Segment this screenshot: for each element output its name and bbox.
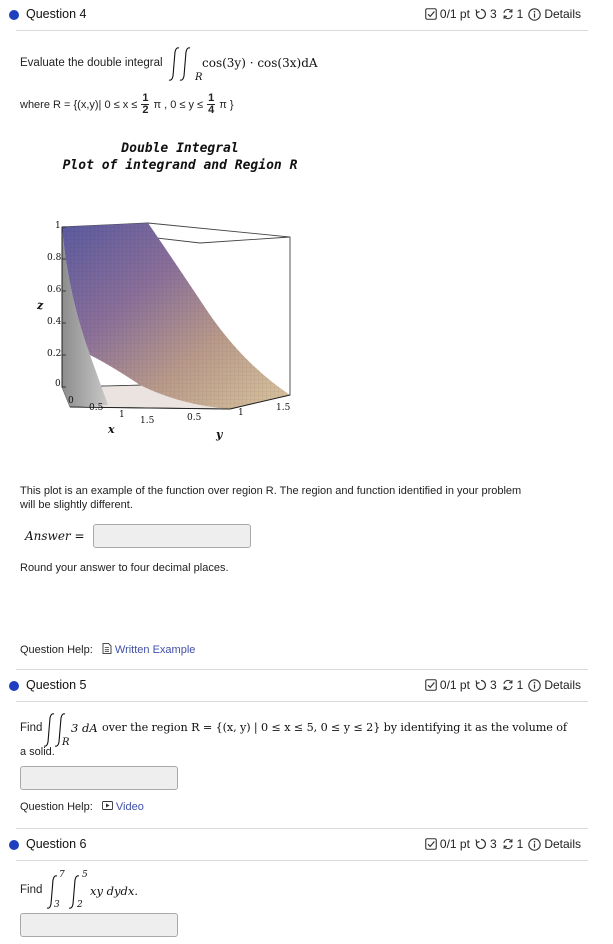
resubmit-indicator: 1 (502, 837, 524, 851)
attempts-indicator: 3 (475, 837, 497, 851)
retry-icon (475, 8, 487, 20)
question-6-header (0, 830, 588, 860)
z-tick: 0.8 (47, 253, 62, 263)
question-meta (420, 678, 581, 692)
question-4-header (0, 0, 588, 30)
inner-lower-limit: 2 (77, 900, 83, 910)
score-indicator: 0/1 pt (425, 678, 470, 692)
q5-integrand: 3 dA (71, 721, 98, 735)
play-video-icon (102, 801, 113, 813)
answer-input[interactable] (93, 524, 251, 548)
info-icon (528, 8, 541, 21)
details-button[interactable]: Details (528, 678, 581, 692)
y-tick: 0.5 (187, 413, 202, 423)
q5-answer-input[interactable] (20, 766, 178, 790)
info-icon (528, 838, 541, 851)
fraction-half: $\frac{1}{2}$ (142, 92, 149, 116)
question-meta (420, 837, 581, 851)
round-note: Round your answer to four decimal places. (20, 562, 229, 574)
divider (16, 30, 588, 31)
document-icon (102, 643, 112, 657)
question-status-dot (9, 840, 19, 850)
z-tick: 0.4 (47, 317, 62, 327)
q6-answer-input[interactable] (20, 913, 178, 937)
z-axis-label: z (37, 299, 44, 312)
integral-region-sub: R (62, 737, 70, 748)
x-axis-label: x (108, 423, 115, 436)
divider (16, 701, 588, 702)
checkbox-icon (425, 838, 437, 850)
region-definition: where R = {(x,y)| 0 ≤ x ≤ $\frac{1}{2}$ π , 0 ≤ y ≤ $\frac{1}{4}$ π } (20, 92, 234, 116)
question-title: Question 5 (26, 678, 87, 692)
z-tick: 1 (55, 221, 61, 231)
plot-note-2: will be slightly different. (20, 499, 133, 511)
q5-region-text-2: a solid. (20, 746, 55, 758)
y-axis-label: y (216, 428, 223, 441)
score-indicator: 0/1 pt (425, 7, 470, 21)
answer-label: Answer = (25, 529, 85, 543)
retry-icon (475, 838, 487, 850)
q6-integrand: xy dydx. (90, 884, 138, 898)
z-tick: 0.2 (47, 349, 62, 359)
question-help: Question Help: Video (20, 801, 144, 813)
question-title: Question 4 (26, 7, 87, 21)
question-status-dot (9, 10, 19, 20)
x-tick: 1.5 (140, 416, 155, 426)
question-help: Question Help: Written Example (20, 643, 196, 656)
x-tick: 0 (68, 396, 74, 406)
refresh-arrows-icon (502, 838, 514, 850)
attempts-indicator: 3 (475, 7, 497, 21)
q5-find: Find (20, 722, 43, 734)
outer-lower-limit: 3 (54, 900, 60, 910)
divider (16, 669, 588, 670)
details-button[interactable]: Details (528, 7, 581, 21)
inner-upper-limit: 5 (82, 870, 88, 880)
surface-plot (30, 215, 320, 450)
divider (16, 828, 588, 829)
double-integral-sign (168, 44, 198, 84)
integral-region-sub: R (195, 72, 203, 83)
fraction-quarter: $\frac{1}{4}$ (208, 92, 215, 116)
resubmit-indicator: 1 (502, 7, 524, 21)
checkbox-icon (425, 679, 437, 691)
y-tick: 1 (238, 408, 244, 418)
z-tick: 0 (55, 379, 61, 389)
plot-subtitle: Plot of integrand and Region R (62, 158, 298, 173)
score-indicator: 0/1 pt (425, 837, 470, 851)
written-example-link[interactable]: Written Example (114, 643, 196, 656)
question-title: Question 6 (26, 837, 87, 851)
question-status-dot (9, 681, 19, 691)
y-tick: 1.5 (276, 403, 291, 413)
refresh-arrows-icon (502, 8, 514, 20)
plot-note: This plot is an example of the function over region R. The region and function identified in your problem (20, 485, 522, 497)
outer-upper-limit: 7 (59, 870, 65, 880)
resubmit-indicator: 1 (502, 678, 524, 692)
divider (16, 860, 588, 861)
info-icon (528, 679, 541, 692)
checkbox-icon (425, 8, 437, 20)
retry-icon (475, 679, 487, 691)
q5-region-text: over the region R = {(x, y) | 0 ≤ x ≤ 5, 0 ≤ y ≤ 2} by identifying it as the volume of (102, 721, 567, 734)
q4-integrand: cos(3y) · cos(3x)dA (202, 56, 318, 70)
q6-find: Find (20, 884, 43, 896)
x-tick: 1 (119, 410, 125, 420)
video-link[interactable]: Video (115, 801, 144, 813)
plot-title: Double Integral (121, 141, 239, 156)
details-button[interactable]: Details (528, 837, 581, 851)
x-tick: 0.5 (89, 403, 104, 413)
question-meta (420, 7, 581, 21)
refresh-arrows-icon (502, 679, 514, 691)
q4-prompt: Evaluate the double integral (20, 57, 163, 69)
z-tick: 0.6 (47, 285, 62, 295)
attempts-indicator: 3 (475, 678, 497, 692)
question-5-header (0, 671, 588, 701)
